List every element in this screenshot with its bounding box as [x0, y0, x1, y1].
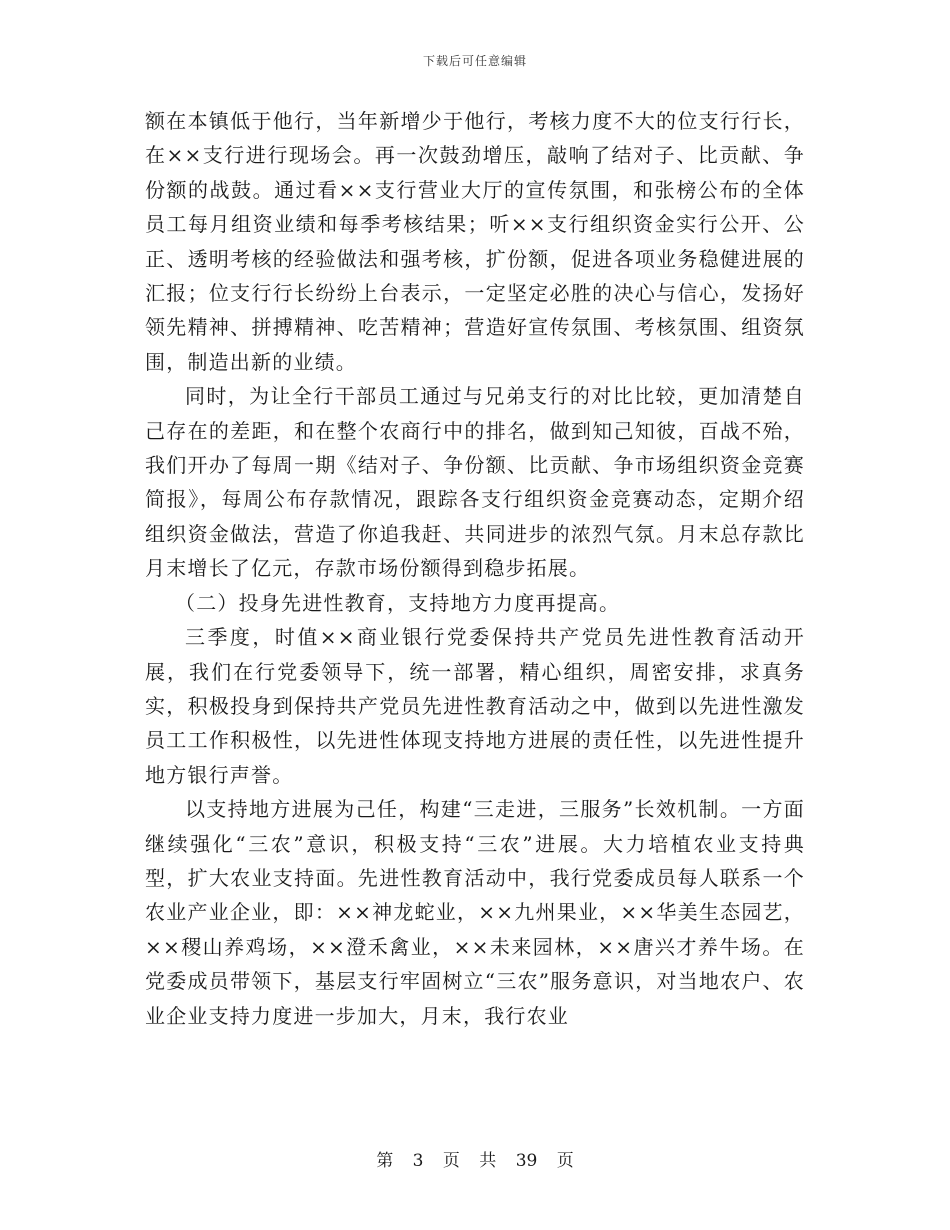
- footer-page-unit: 页: [442, 1151, 460, 1171]
- footer-current-page: 3: [412, 1151, 424, 1171]
- paragraph: 同时，为让全行干部员工通过与兄弟支行的对比比较，更加清楚自己存在的差距，和在整个农商行中的排名，做到知己知彼，百战不殆，我们开办了每周一期《结对子、争份额、比贡献、争市场组织资金竞赛简报》，每周公布存款情况，跟踪各支行组织资金竞赛动态，定期介绍组织资金做法，营造了你追我赶、共同进步的浓烈气氛。月末总存款比月末增长了亿元，存款市场份额得到稳步拓展。: [145, 384, 805, 581]
- page-footer: [0, 1146, 950, 1171]
- footer-page-word: 第: [376, 1151, 394, 1171]
- footer-total-unit: 页: [556, 1151, 574, 1171]
- paragraph-continuation: 额在本镇低于他行，当年新增少于他行，考核力度不大的位支行行长，在××支行进行现场会。再一次鼓劲增压，敲响了结对子、比贡献、争份额的战鼓。通过看××支行营业大厅的宣传氛围，和张榜公布的全体员工每月组资业绩和每季考核结果；听××支行组织资金实行公开、公正、透明考核的经验做法和强考核，扩份额，促进各项业务稳健进展的汇报；位支行行长纷纷上台表示，一定坚定必胜的决心与信心，发扬好领先精神、拼搏精神、吃苦精神；营造好宣传氛围、考核氛围、组资氛围，制造出新的业绩。: [145, 109, 805, 374]
- footer-total-pages: 39: [515, 1151, 538, 1171]
- paragraph: 三季度，时值××商业银行党委保持共产党员先进性教育活动开展，我们在行党委领导下，统一部署，精心组织，周密安排，求真务实，积极投身到保持共产党员先进性教育活动之中，做到以先进性激发员工工作积极性，以先进性体现支持地方进展的责任性，以先进性提升地方银行声誉。: [145, 625, 805, 787]
- paragraph: 以支持地方进展为己任，构建“三走进，三服务”长效机制。一方面继续强化“三农”意识，积极支持“三农”进展。大力培植农业支持典型，扩大农业支持面。先进性教育活动中，我行党委成员每人联系一个农业产业企业，即：××神龙蛇业，××九州果业，××华美生态园艺，××稷山养鸡场，××澄禾禽业，××未来园林，××唐兴才养牛场。在党委成员带领下，基层支行牢固树立“三农”服务意识，对当地农户、农业企业支持力度进一步加大，月末，我行农业: [145, 797, 805, 1028]
- page-header: 下载后可任意编辑: [422, 54, 527, 68]
- section-heading: （二）投身先进性教育，支持地方力度再提高。: [175, 590, 621, 615]
- document-body: [145, 104, 805, 1033]
- footer-total-word: 共: [479, 1151, 497, 1171]
